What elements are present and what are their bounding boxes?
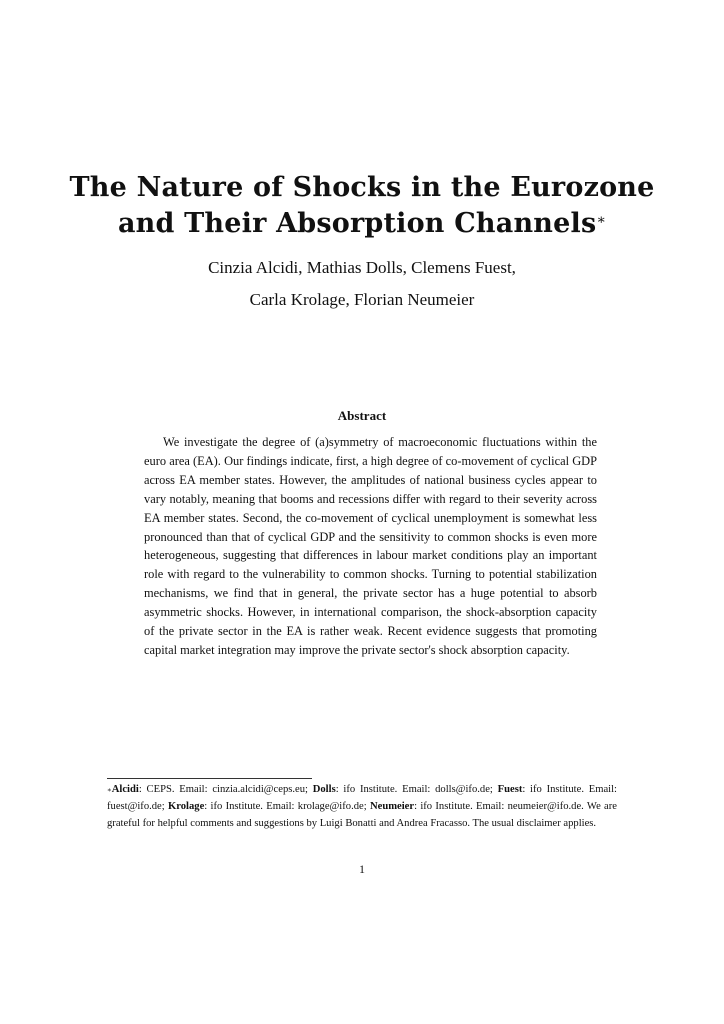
title-footnote-marker[interactable]: ∗ [596, 212, 607, 228]
footnote-author-fuest: Fuest [497, 784, 523, 795]
footnote-author-neumeier: Neumeier [369, 800, 415, 812]
page-number: 1 [359, 862, 365, 876]
title-line-1: The Nature of Shocks in the Eurozone [69, 172, 655, 203]
author-footnote [107, 782, 617, 832]
footnote-text-fuest: : ifo Institute. Email: fuest@ifo.de; [107, 784, 617, 812]
footnote-text-dolls: : ifo Institute. Email: dolls@ifo.de; [335, 784, 498, 795]
footnote-text-neumeier: : ifo Institute. Email: neumeier@ifo.de. We are grateful for helpful comments and suggestions by Luigi Bonatti and Andrea Fracasso. The usual disclaimer applies. [107, 800, 617, 829]
abstract-body: We investigate the degree of (a)symmetry of macroeconomic fluctuations within the euro area (EA). Our findings indicate, first, a high degree of co-movement of cyclical GDP across EA member states. However, the amplitudes of national business cycles appear to vary notably, meaning that booms and recessions differ with regard to their severity across EA member states. Second, the co-movement of cyclical unemployment is somewhat less pronounced than that of cyclical GDP and the sensitivity to common shocks is even more heterogeneous, suggesting that differences in labour market conditions play an important role with regard to the vulnerability to common shocks. Turning to potential stabilization mechanisms, we find that in general, the private sector has a huge potential to absorb asymmetric shocks. However, in international comparison, the shock-absorption capacity of the private sector in the EA is rather weak. Recent evidence suggests that promoting capital market integration may improve the private sector's shock absorption capacity. [144, 435, 597, 657]
abstract-heading: Abstract [337, 408, 387, 423]
footnote-author-dolls: Dolls [312, 784, 336, 795]
paper-title [0, 170, 724, 242]
footnote-text-alcidi: : CEPS. Email: cinzia.alcidi@ceps.eu; [138, 784, 313, 795]
footnote-author-krolage: Krolage [168, 800, 205, 812]
authors-line-1: Cinzia Alcidi, Mathias Dolls, Clemens Fuest, [208, 258, 516, 277]
title-line-2-text: and Their Absorption Channels [117, 208, 597, 239]
footnote-text-krolage: : ifo Institute. Email: krolage@ifo.de; [204, 800, 370, 812]
title-line-2 [0, 206, 724, 242]
footnote-marker: ∗ [107, 786, 112, 794]
footnote-author-alcidi: Alcidi [111, 784, 139, 795]
authors-line-2: Carla Krolage, Florian Neumeier [249, 290, 475, 309]
footnote-divider [107, 778, 312, 779]
